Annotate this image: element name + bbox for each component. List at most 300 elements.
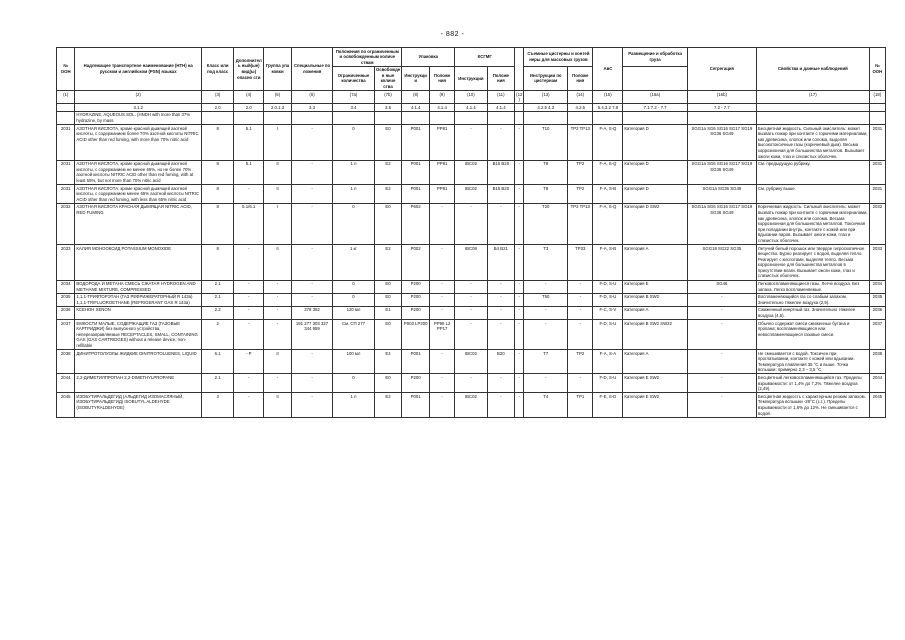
cell-pg: II [264,160,292,184]
cell-ibc: IBC02 [455,160,487,184]
cell-tank: - [524,306,568,319]
cell-tankp: TP2 [568,350,593,374]
cell-lq: 1 л [333,160,374,184]
cell-tank: - [524,280,568,293]
cell-tankp: - [568,293,593,306]
col-pack-instr: Инструкции [402,66,430,90]
cell-tank: T3 [524,245,568,281]
column-reference-4: 2.0.1.3 [264,104,292,112]
cell-pg: I [264,125,292,161]
cell-psp: - [429,245,454,281]
cell-un2: 2044 [869,374,885,393]
cell-segr: - [687,306,756,319]
cell-name: ВОДОРОДА И МЕТАНА СМЕСЬ СЖАТАЯ HYDROGEN AND METHANE MIXTURE, COMPRESSED [75,280,202,293]
column-reference-0 [57,104,75,112]
col-packing: Упаковка [402,48,455,67]
col-excepted: Освобожден ные количе ства [375,67,401,90]
cell-pg: I [264,203,292,244]
cell-props: Легковоспламеняющиеся газы. Легче воздуха. Без запаха. Легко воспламеняемые. [756,280,869,293]
cell-cls: 8 [202,185,234,204]
cell-c12: - [515,245,524,281]
cell-c12 [515,111,524,124]
col-subsidiary: Дополнитель ный(ые) вид(ы) опасно сти [234,48,264,91]
cell-stow: Категория E SW2 [623,374,687,393]
cell-tankp: - [568,306,593,319]
cell-un: 2034 [57,280,75,293]
cell-stow: Категория D [623,160,687,184]
cell-c12: - [515,293,524,306]
cell-name: АЗОТНАЯ КИСЛОТА, кроме красной дымящей азотной кислоты, с содержанием не менее 65%, но не более 70% азотной кислоты NITRIC ACID other than red fuming, with at least 65%, but not more than 70% nitric acid [75,160,202,184]
cell-cls: 2.1 [202,293,234,306]
cell-psp: - [429,306,454,319]
column-reference-16: 7.1 7.2 - 7.7 [623,104,687,112]
column-number-14: (14) [568,91,593,104]
cell-un2 [869,111,885,124]
cell-eq: E0 [374,320,402,350]
cell-pg: - [264,374,292,393]
cell-stow: Категория B SW2 SW22 [623,320,687,350]
cell-eq: E1 [374,306,402,319]
cell-tankp: - [568,280,593,293]
cell-sp: - [291,125,332,161]
cell-ibcp: B4 B21 [487,245,515,281]
cell-c12: - [515,350,524,374]
column-number-0: (1) [57,91,75,104]
cell-tankp: - [568,320,593,350]
column-reference-2: 2.0 [202,104,234,112]
cell-props: Воспламеняющийся газ со слабым запахом. Значительно тяжелее воздуха (2,9). [756,293,869,306]
cell-tankp: TP2 TP13 [568,203,593,244]
cell-ibc: - [455,203,487,244]
reference-row [57,104,886,112]
cell-un [57,111,75,124]
cell-pg: - [264,320,292,350]
cell-name: АЗОТНАЯ КИСЛОТА КРАСНАЯ ДЫМЯЩАЯ NITRIC ACID, RED FUMING [75,203,202,244]
cell-props: См. предыдущую рубрику. [756,160,869,184]
cell-stow: Категория A [623,245,687,281]
cell-sub: - [234,293,264,306]
column-number-9: (9) [429,91,454,104]
table-row [57,111,886,124]
table-row [57,125,886,161]
table-row [57,393,886,417]
cell-pi: P003 LP200 [402,320,430,350]
table-row [57,293,886,306]
cell-psp: - [429,350,454,374]
cell-stow: Категория A [623,350,687,374]
column-reference-17: 7.2 - 7.7 [687,104,756,112]
cell-segr: SGG1a SG36 SG49 [687,185,756,204]
cell-c12: - [515,185,524,204]
cell-ibcp: B15 B20 [487,160,515,184]
cell-segr: - [687,393,756,417]
cell-props: Бесцветная жидкость. Сильный окислитель: может вызвать пожар при контакте с горючими материалами, как древесина, хлопок или солома, выделяя высокотоксичные газы (коричневый дым). Весьма коррозионная для большинства металлов. Вызывает ожоги кожи, глаз и слизистых оболочек. [757,125,868,159]
cell-ems: F-D, S-U [593,320,623,350]
cell-c12: - [515,125,524,161]
cell-sp: - [291,293,332,306]
column-reference-11: 4.1.4 [487,104,515,112]
cell-lq: 1 л [333,185,374,204]
cell-ems [593,111,623,124]
cell-sp: - [291,393,332,417]
cell-cls: 2.1 [202,280,234,293]
table-header [57,48,886,112]
cell-tank: - [524,374,568,393]
cell-name: КСЕНОН XENON [75,306,202,319]
cell-ibcp: - [487,293,515,306]
cell-psp: - [429,280,454,293]
cell-sp: - [291,280,332,293]
col-tanks: Съемные цистерны и контей неры для массовых грузов [524,48,593,67]
cell-un: 2032 [57,203,75,244]
cell-tank: T10 [524,125,568,161]
cell-pi: P001 [402,393,430,417]
cell-psp: PP96 L2 PP17 [429,320,454,350]
cell-pg: II [264,393,292,417]
cell-psp: - [429,203,454,244]
cell-eq: E0 [374,293,402,306]
cell-segr: - [687,320,756,350]
col-tank-instr: Инструкции по цистернам [524,66,568,90]
cell-sub: - P [234,350,264,374]
cell-pg: - [264,306,292,319]
cell-props: Бесцветный легковоспламеняющийся газ. Пределы взрываемости: от 1,4% до 7,2%. Тяжелее воздуха (2,49). [756,374,869,393]
column-number-10: (10) [455,91,487,104]
cell-name: АЗОТНАЯ КИСЛОТА, кроме красной дымящей азотной кислоты, с содержанием более 70% азотной кислоты NITRIC ACID other than red fuming, with more than 70% nitric acid [75,125,202,161]
cell-ibc: IBC02 [455,185,487,204]
cell-tankp: TP2 [568,185,593,204]
cell-lq: 0 [333,293,374,306]
cell-cls: 8 [202,203,234,244]
cell-name: ДИНИТРОТОЛУОЛЫ ЖИДКИЕ DINITROTOLUENES, LIQUID [75,350,202,374]
cell-eq: E0 [374,125,402,161]
cell-ibcp: B15 B20 [487,185,515,204]
cell-cls: 8 [202,160,234,184]
cell-psp: - [429,393,454,417]
column-reference-7: 3.5 [374,104,402,112]
col-un-right: № ООН [869,48,885,91]
cell-pi: P002 [402,245,430,281]
col-stowage-group: Размещение и обработка груза [623,48,687,67]
cell-un2: 2036 [869,306,885,319]
cell-pi: P001 [402,350,430,374]
cell-ems: F-A, S-B [593,185,623,204]
column-reference-13: 4.2.5 4.3 [524,104,568,112]
cell-ibc: - [455,306,487,319]
cell-tank: T50 [524,293,568,306]
cell-sp: - [291,374,332,393]
cell-segr: SGG18 SG22 SG35 [687,245,756,281]
cell-cls [202,111,234,124]
cell-ibc [455,111,487,124]
cell-pi: P200 [402,306,430,319]
cell-eq: E0 [374,374,402,393]
cell-sp: - [291,350,332,374]
column-reference-9: 4.1.4 [429,104,454,112]
cell-un2: 2033 [869,245,885,281]
cell-tankp: - [568,374,593,393]
cell-lq: 0 [333,203,374,244]
table-row [57,306,886,319]
cell-tank: - [524,320,568,350]
col-segregation: Сегрегация [687,48,756,91]
cell-pi: P001 [402,125,430,161]
cell-eq: E2 [374,160,402,184]
cell-eq: E0 [374,203,402,244]
cell-cls: 6.1 [202,350,234,374]
column-number-1: (2) [75,91,202,104]
table-row [57,245,886,281]
cell-eq: E2 [374,393,402,417]
cell-segr [687,111,756,124]
cell-eq [374,111,402,124]
cell-psp: - [429,374,454,393]
cell-psp: - [429,293,454,306]
cell-lq [333,111,374,124]
cell-lq: 1 л [333,393,374,417]
cell-un: 2031 [57,160,75,184]
cell-pg: II [264,185,292,204]
column-number-13: (13) [524,91,568,104]
cell-lq: 0 [333,374,374,393]
cell-ibc: - [455,320,487,350]
cell-stow: Категория E SW2 [623,393,687,417]
cell-ibc: IBC02 [455,393,487,417]
column-number-2: (3) [202,91,234,104]
cell-name: ЕМКОСТИ МАЛЫЕ, СОДЕРЖАЩИЕ ГАЗ (ГАЗОВЫЕ КАРТРИДЖИ) без выпускного устройства, неперезаправляемые RECEPTACLES, SMALL, CONTAINING GAS (GAS CARTRIDGES) without a release device, non-refillable [75,320,202,350]
cell-props: Сжиженный инертный газ. Значительно тяжелее воздуха (4,5). [756,306,869,319]
column-number-7: (7b) [374,91,402,104]
cell-ibc: - [455,293,487,306]
cell-eq: E4 [374,350,402,374]
cell-sp: 378 392 [291,306,332,319]
cell-ems: F-C, S-V [593,306,623,319]
cell-sp: - [291,160,332,184]
cell-c12: - [515,320,524,350]
cell-eq: E2 [374,245,402,281]
cell-segr: SGG1a SG6 SG16 SG17 SG19 SG36 SG49 [687,125,756,161]
cell-c12: - [515,374,524,393]
cell-ems: F-A, S-A [593,350,623,374]
cell-sub: - [234,245,264,281]
table-row [57,185,886,204]
cell-lq: 100 мл [333,350,374,374]
cell-un: 2036 [57,306,75,319]
column-number-17: (16b) [687,91,756,104]
col-properties: Свойства и данные наблюдений [756,48,869,91]
col-pack-prov: Положе ния [429,66,454,90]
cell-ibcp: - [487,280,515,293]
cell-pi: P200 [402,374,430,393]
table-row [57,350,886,374]
col-stowage [623,66,687,90]
cell-segr: - [687,350,756,374]
cell-un2: 2035 [869,293,885,306]
col-packing-group: Группа упа ковки [264,48,292,91]
cell-props: Коричневая жидкость. Сильный окислитель: может вызвать пожар при контакте с горючими материалами, как древесина, хлопок или солома. Весьма коррозионная для большинства металлов. Токсичная при попадании внутрь, контакте с кожей или при вдыхании паров. Вызывает ожоги кожи, глаз и слизистых оболочек. [757,204,868,243]
cell-cls: 2 [202,320,234,350]
cell-un: 2031 [57,125,75,161]
cell-un2: 2034 [869,280,885,293]
cell-lq: 1 кг [333,245,374,281]
cell-sub: 5.1 [234,160,264,184]
cell-lq: См. СП 277 [333,320,374,350]
cell-un2: 2031 [869,125,885,161]
page-number: - 882 - [440,31,465,38]
cell-pi: P602 [402,203,430,244]
cell-sub: - [234,280,264,293]
cell-un2: 2037 [869,320,885,350]
cell-props: Не смешивается с водой. Токсичен при проглатывании, контакте с кожей или вдыхании. Температура плавления 35 °С и выше. Точка вспышки: примерно 2,3 – 3,5 °C. [756,350,869,374]
cell-stow [623,111,687,124]
cell-ems: F-A, S-B [593,245,623,281]
cell-props: Бесцветная жидкость с характерным резким запахом. Температура вспышки -28°C (з.т.). Пределы взрываемости от 1,6% до 12%. Не смешивается с водой. [756,393,869,417]
cell-pg: II [264,350,292,374]
column-reference-1: 3.1.2 [75,104,202,112]
col-ibc-prov: Положе ния [487,66,515,90]
cell-stow: Категория E [623,280,687,293]
cell-pi: P200 [402,280,430,293]
cell-sub: 5.1/6.1 [234,203,264,244]
column-reference-15: 5.4.3.2 7.8 [593,104,623,112]
column-number-15: (15) [593,91,623,104]
cell-name: 2,2-ДИМЕТИЛПРОПАН 2,2-DIMETHYLPROPANE [75,374,202,393]
cell-c12: - [515,306,524,319]
col-12 [515,48,524,91]
cell-ibcp: - [487,203,515,244]
column-number-3: (4) [234,91,264,104]
cell-psp: PP81 [429,185,454,204]
cell-eq: E0 [374,280,402,293]
column-number-5: (6) [291,91,332,104]
cell-un: 2044 [57,374,75,393]
column-number-row [57,91,886,104]
column-reference-5: 3.3 [291,104,332,112]
cell-sub [234,111,264,124]
cell-psp: PP81 [429,160,454,184]
cell-segr: SGG1a SG6 SG16 SG17 SG19 SG36 SG49 [687,203,756,244]
column-number-16: (16a) [623,91,687,104]
cell-ibc: IBC02 [455,350,487,374]
col-class: Класс или под класс [202,48,234,91]
col-tank-prov: Положе ния [568,66,593,90]
cell-psp: PP81 [429,125,454,161]
cell-un2: 2045 [869,393,885,417]
table-body [57,111,886,417]
cell-props: Летучий белый порошок или твердое гигроскопичное вещество. Бурно реагирует с водой, выделяя тепло. Реагирует с кислотами, выделяя тепло. Весьма коррозионное для большинства металлов в присутствии влаги. Вызывает ожоги кожи, глаз и слизистых оболочек. [756,245,869,281]
cell-ibcp [487,111,515,124]
cell-ibc: - [455,125,487,161]
column-number-12: (12) [516,91,523,103]
cell-un: 2038 [57,350,75,374]
cell-c12: - [515,280,524,293]
cell-un2: 2032 [869,203,885,244]
cell-pg: - [264,293,292,306]
cell-tank: T8 [524,185,568,204]
cell-name: 1,1,1-ТРИФТОРЭТАН (ГАЗ РЕФРИЖЕРАТОРНЫЙ R 143a) 1,1,1-TRIFLUOROETHANE (REFRIGERANT GAS R 143a) [75,293,202,306]
cell-tank: T8 [524,160,568,184]
column-number-4: (5) [264,91,292,104]
cell-ems: F-D, S-U [593,374,623,393]
table-row [57,160,886,184]
cell-name: АЗОТНАЯ КИСЛОТА, кроме красной дымящей азотной кислоты, с содержанием менее 65% азотной кислоты NITRIC ACID other than red fuming, with less than 65% nitric acid [75,185,202,204]
cell-ems: F-A, S-Q [593,203,623,244]
cell-sub: - [234,374,264,393]
cell-ibc: - [455,280,487,293]
col-name: Надлежащее транспортное наименование (НТН) на русском и английском (PSN) языках [75,48,202,91]
dangerous-goods-table [56,47,886,418]
cell-ems: F-E, S-D [593,393,623,417]
column-number-11: (11) [487,91,515,104]
cell-sp [291,111,332,124]
cell-sub: - [234,306,264,319]
cell-ibcp: - [487,374,515,393]
cell-cls: 3 [202,393,234,417]
cell-stow: Категория D [623,125,687,161]
cell-stow: Категория B SW2 [623,293,687,306]
cell-props [756,111,869,124]
cell-cls: 2.1 [202,374,234,393]
cell-ems: F-D, S-U [593,280,623,293]
column-number-6: (7a) [333,91,374,104]
cell-lq: 120 мл [333,306,374,319]
column-reference-12 [515,104,524,112]
table-row [57,280,886,293]
cell-stow: Категория D [623,185,687,204]
cell-props: См. рубрику выше. [756,185,869,204]
column-reference-6: 3.4 [333,104,374,112]
column-reference-14: 4.2.5 [568,104,593,112]
cell-un2: 2031 [869,160,885,184]
cell-un2: 2038 [869,350,885,374]
cell-props: Обычно содержат смеси сжиженных бутана и пропана; воспламеняющиеся или невоспламеняющиеся газовые смеси. [756,320,869,350]
table-row [57,374,886,393]
col-special-provisions: Специальные по ложения [291,48,332,91]
cell-ibc: - [455,374,487,393]
cell-name: КАЛИЯ МОНООКСИД POTASSIUM MONOXIDE [75,245,202,281]
cell-segr: SGG1a SG6 SG16 SG17 SG19 SG36 SG49 [687,160,756,184]
cell-segr: - [687,374,756,393]
cell-stow: Категория A [623,306,687,319]
cell-ibcp: - [487,125,515,161]
cell-tankp: TP2 TP13 [568,125,593,161]
cell-stow: Категория D SW2 [623,203,687,244]
cell-sp: - [291,245,332,281]
cell-cls: 2.2 [202,306,234,319]
cell-ibcp: B20 [487,350,515,374]
col-ems: АвС [593,48,623,91]
cell-tank: T20 [524,203,568,244]
cell-psp [429,111,454,124]
cell-lq: 0 [333,125,374,161]
cell-ems: F-A, S-Q [593,125,623,161]
cell-pi: P200 [402,293,430,306]
cell-ibcp: - [487,306,515,319]
cell-ems: F-D, S-U [593,293,623,306]
cell-lq: 0 [333,280,374,293]
cell-pi: P001 [402,160,430,184]
col-limited: Ограниченные количества [333,66,374,90]
cell-tank: T7 [524,350,568,374]
column-number-8: (8) [402,91,430,104]
cell-cls: 8 [202,125,234,161]
cell-c12: - [515,203,524,244]
cell-ems: F-A, S-Q [593,160,623,184]
cell-sp: - [291,203,332,244]
cell-tank: T4 [524,393,568,417]
cell-segr: - [687,293,756,306]
cell-un2: 2031 [869,185,885,204]
